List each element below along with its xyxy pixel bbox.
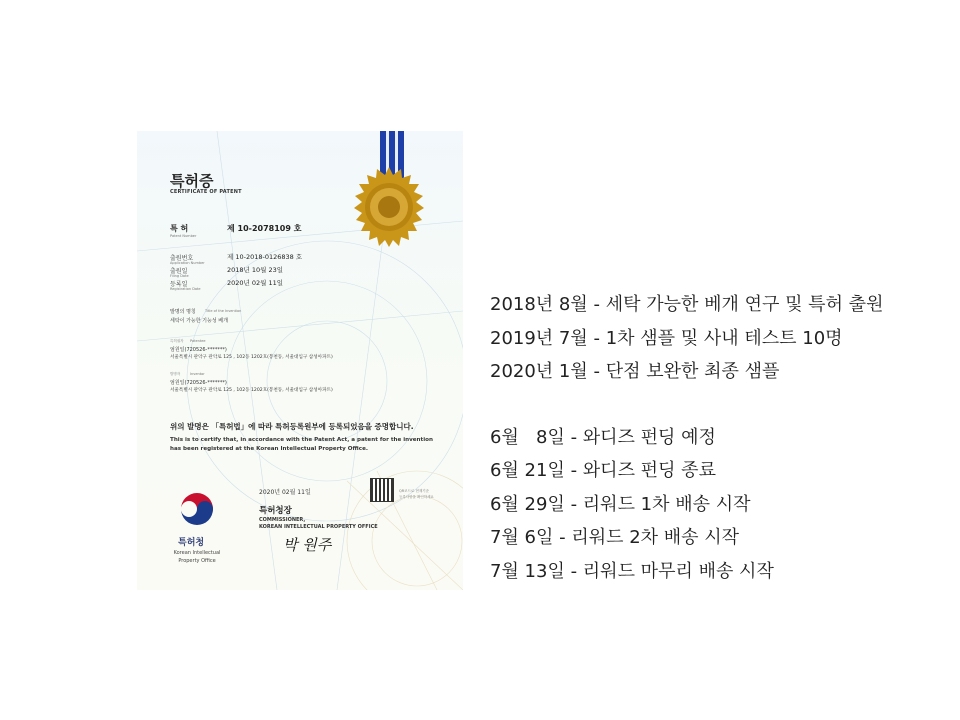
invention-title: 세탁이 가능한 기능성 베개 xyxy=(170,318,228,324)
timeline-item: 2020년 1월 - 단점 보완한 최종 샘플 xyxy=(490,361,780,382)
certification-statement-en-2: has been registered at the Korean Intellectual Property Office. xyxy=(170,446,368,452)
qr-note-2: 등록사항을 확인하세요 xyxy=(399,495,434,499)
qr-code-icon xyxy=(370,478,394,502)
commissioner-title: 특허청장 xyxy=(259,506,292,516)
kipo-taegeuk-logo-icon xyxy=(177,489,217,529)
qr-note-1: QR코드로 현재기준 xyxy=(399,489,429,493)
registration-label-en: Registration Date xyxy=(170,287,201,291)
inventor-label: 발명자 xyxy=(170,372,181,376)
inventor-address: 서울특별시 관악구 관악로 125 , 102동 1202호(봉천동, 서울대입구 삼성아파트) xyxy=(170,388,333,393)
invention-label: 발명의 명칭 xyxy=(170,309,196,315)
office-name-en-1: Korean Intellectual xyxy=(173,550,221,556)
filing-date: 2018년 10월 23일 xyxy=(227,266,284,274)
timeline-item: 7월 6일 - 리워드 2차 배송 시작 xyxy=(490,527,740,548)
patent-label-en: Patent Number xyxy=(170,234,197,238)
gold-seal-icon xyxy=(349,167,429,247)
timeline-spacer xyxy=(490,389,883,421)
owner-name: 엄원일(720526-*******) xyxy=(170,347,227,353)
commissioner-title-en-1: COMMISSIONER, xyxy=(259,517,306,523)
timeline xyxy=(490,288,883,588)
filing-label: 출원일 xyxy=(170,268,188,275)
filing-label-en: Filing Date xyxy=(170,274,189,278)
commissioner-signature: 박 원주 xyxy=(283,536,332,554)
registration-label: 등록일 xyxy=(170,281,188,288)
certification-statement: 위의 발명은 「특허법」에 따라 특허등록원부에 등록되었음을 증명합니다. xyxy=(170,422,414,431)
patent-certificate-image xyxy=(137,131,463,590)
timeline-item: 2019년 7월 - 1차 샘플 및 사내 테스트 10명 xyxy=(490,327,843,349)
certificate-title: 특허증 xyxy=(170,172,214,190)
timeline-item: 2018년 8월 - 세탁 가능한 베개 연구 및 특허 출원 xyxy=(490,294,884,315)
timeline-item: 7월 13일 - 리워드 마무리 배송 시작 xyxy=(490,560,774,582)
commissioner-title-en-2: KOREAN INTELLECTUAL PROPERTY OFFICE xyxy=(259,524,378,530)
certification-statement-en-1: This is to certify that, in accordance with the Patent Act, a patent for the invention xyxy=(170,437,433,443)
owner-label-en: Patentee xyxy=(190,339,206,343)
timeline-item: 6월 8일 - 와디즈 펀딩 예정 xyxy=(490,426,716,448)
patent-label: 특 허 xyxy=(170,224,189,233)
patent-number: 제 10-2078109 호 xyxy=(227,224,302,233)
office-name-en-2: Property Office xyxy=(178,558,216,564)
owner-address: 서울특별시 관악구 관악로 125 , 102동 1202호(봉천동, 서울대입구 삼성아파트) xyxy=(170,355,333,360)
application-number: 제 10-2018-0126838 호 xyxy=(227,253,303,261)
application-label: 출원번호 xyxy=(170,255,194,262)
application-label-en: Application Number xyxy=(170,261,205,265)
invention-label-en: Title of the Invention xyxy=(205,309,242,313)
issue-date: 2020년 02월 11일 xyxy=(259,489,311,496)
registration-date: 2020년 02월 11일 xyxy=(227,279,284,287)
inventor-name: 엄원일(720526-*******) xyxy=(170,380,227,386)
office-name: 특허청 xyxy=(178,538,205,548)
certificate-title-en: CERTIFICATE OF PATENT xyxy=(170,189,242,195)
inventor-label-en: Inventor xyxy=(190,372,205,376)
timeline-item: 6월 21일 - 와디즈 펀딩 종료 xyxy=(490,460,716,481)
owner-label: 특허권자 xyxy=(170,339,184,343)
timeline-item: 6월 29일 - 리워드 1차 배송 시작 xyxy=(490,493,751,515)
